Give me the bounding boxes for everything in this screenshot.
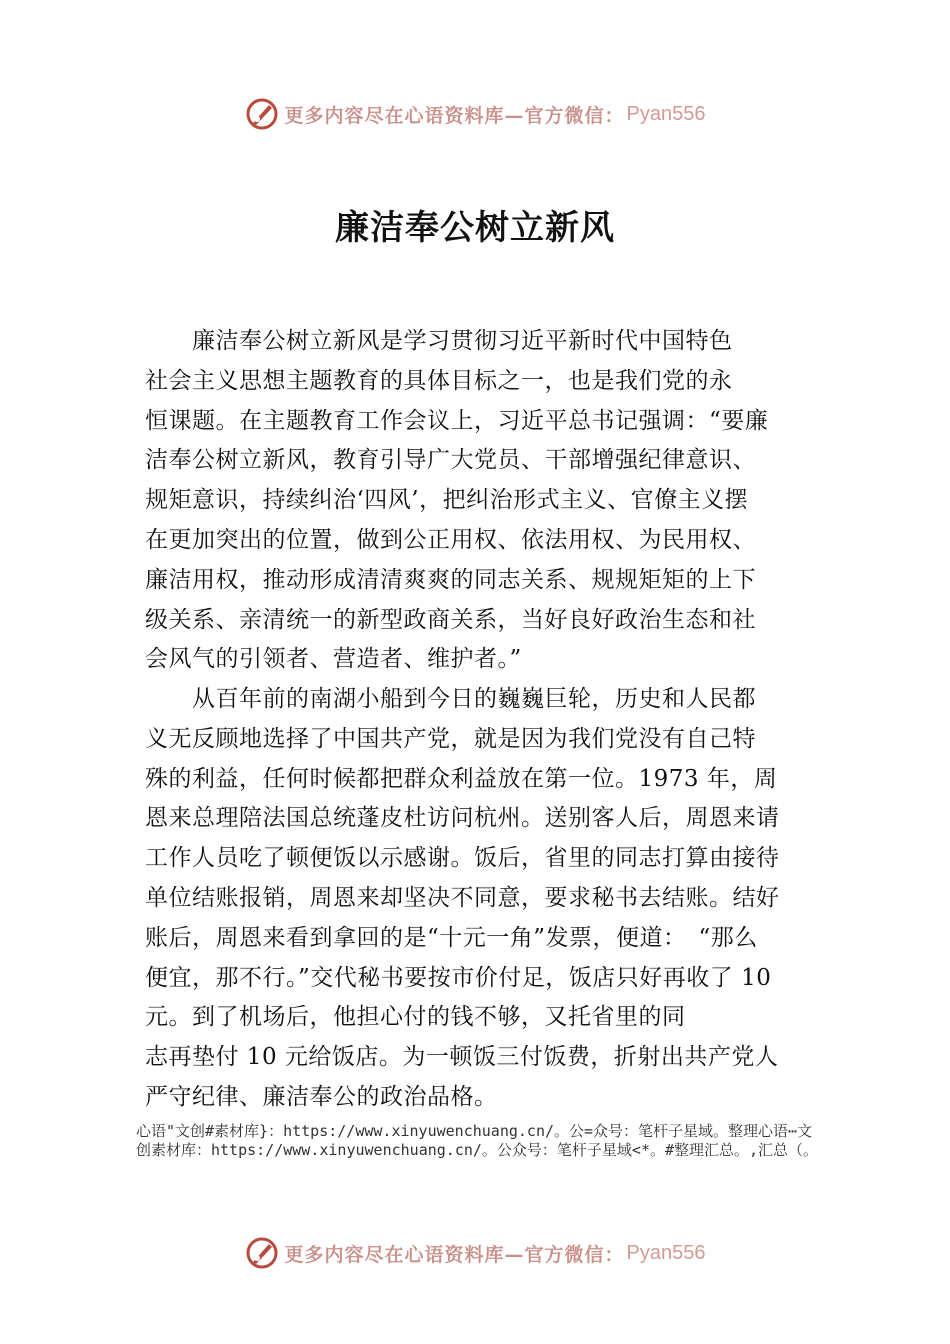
text-line: 社会主义思想主题教育的具体目标之一，也是我们党的永 (145, 367, 733, 394)
banner-text: 更多内容尽在心语资料库—官方微信： (284, 1243, 625, 1266)
banner-wechat-id: Pyan556 (626, 102, 706, 125)
text-line: 规矩意识，持续纠治‘四风’，把纠治形式主义、官僚主义摆 (145, 487, 749, 514)
text-line: 义无反顾地选择了中国共产党，就是因为我们党没有自己特 (145, 725, 756, 752)
text-line: 严守纪律、廉洁奉公的政治品格。 (145, 1083, 498, 1110)
brush-logo-icon (245, 97, 279, 131)
header-banner (0, 94, 950, 134)
footnote-text: 心语"文创#素材库}：https://www.xinyuwenchuang.cn/。公=众号：笔杆子星域。整理心语⋯文创素材库：https://www.xinyuwenchuang.cn/。公众号：笔杆子星域<*。#整理汇总。,汇总（。 (136, 1122, 819, 1159)
text-line: 账后，周恩来看到拿回的是“十元一角”发票，便道： “那么 (145, 924, 758, 951)
brush-logo-icon (245, 1236, 279, 1270)
text-line: 工作人员吃了顿便饭以示感谢。饭后，省里的同志打算由接待 (145, 845, 780, 872)
text-line: 恒课题。在主题教育工作会议上，习近平总书记强调：“要廉 (145, 407, 769, 434)
text-line: 志再垫付 10 元给饭店。为一顿饭三付饭费，折射出共产党人 (145, 1044, 779, 1071)
text-line: 元。到了机场后，他担心付的钱不够，又托省里的同 (145, 1004, 686, 1031)
banner-text: 更多内容尽在心语资料库—官方微信： (284, 104, 625, 127)
text-line: 级关系、亲清统一的新型政商关系，当好良好政治生态和社 (145, 606, 756, 633)
banner-wechat-id: Pyan556 (626, 1241, 706, 1264)
text-line: 洁奉公树立新风，教育引导广大党员、干部增强纪律意识、 (145, 447, 756, 474)
paragraph-2 (145, 680, 815, 1118)
text-line: 廉洁用权，推动形成清清爽爽的同志关系、规规矩矩的上下 (145, 566, 756, 593)
text-line: 恩来总理陪法国总统蓬皮杜访问杭州。送别客人后，周恩来请 (145, 805, 780, 832)
footer-banner (0, 1233, 950, 1273)
page-title: 廉洁奉公树立新风 (335, 208, 615, 248)
text-line: 在更加突出的位置，做到公正用权、依法用权、为民用权、 (145, 526, 756, 553)
text-line: 会风气的引领者、营造者、维护者。” (145, 646, 522, 673)
text-line: 单位结账报销，周恩来却坚决不同意，要求秘书去结账。结好 (145, 884, 780, 911)
paragraph-1 (145, 322, 815, 680)
text-line: 廉洁奉公树立新风是学习贯彻习近平新时代中国特色 (145, 328, 733, 354)
text-line: 从百年前的南湖小船到今日的巍巍巨轮，历史和人民都 (145, 686, 756, 712)
text-line: 殊的利益，任何时候都把群众利益放在第一位。1973 年，周 (145, 765, 778, 792)
text-line: 便宜，那不行。”交代秘书要按市价付足，饭店只好再收了 10 (145, 964, 772, 991)
